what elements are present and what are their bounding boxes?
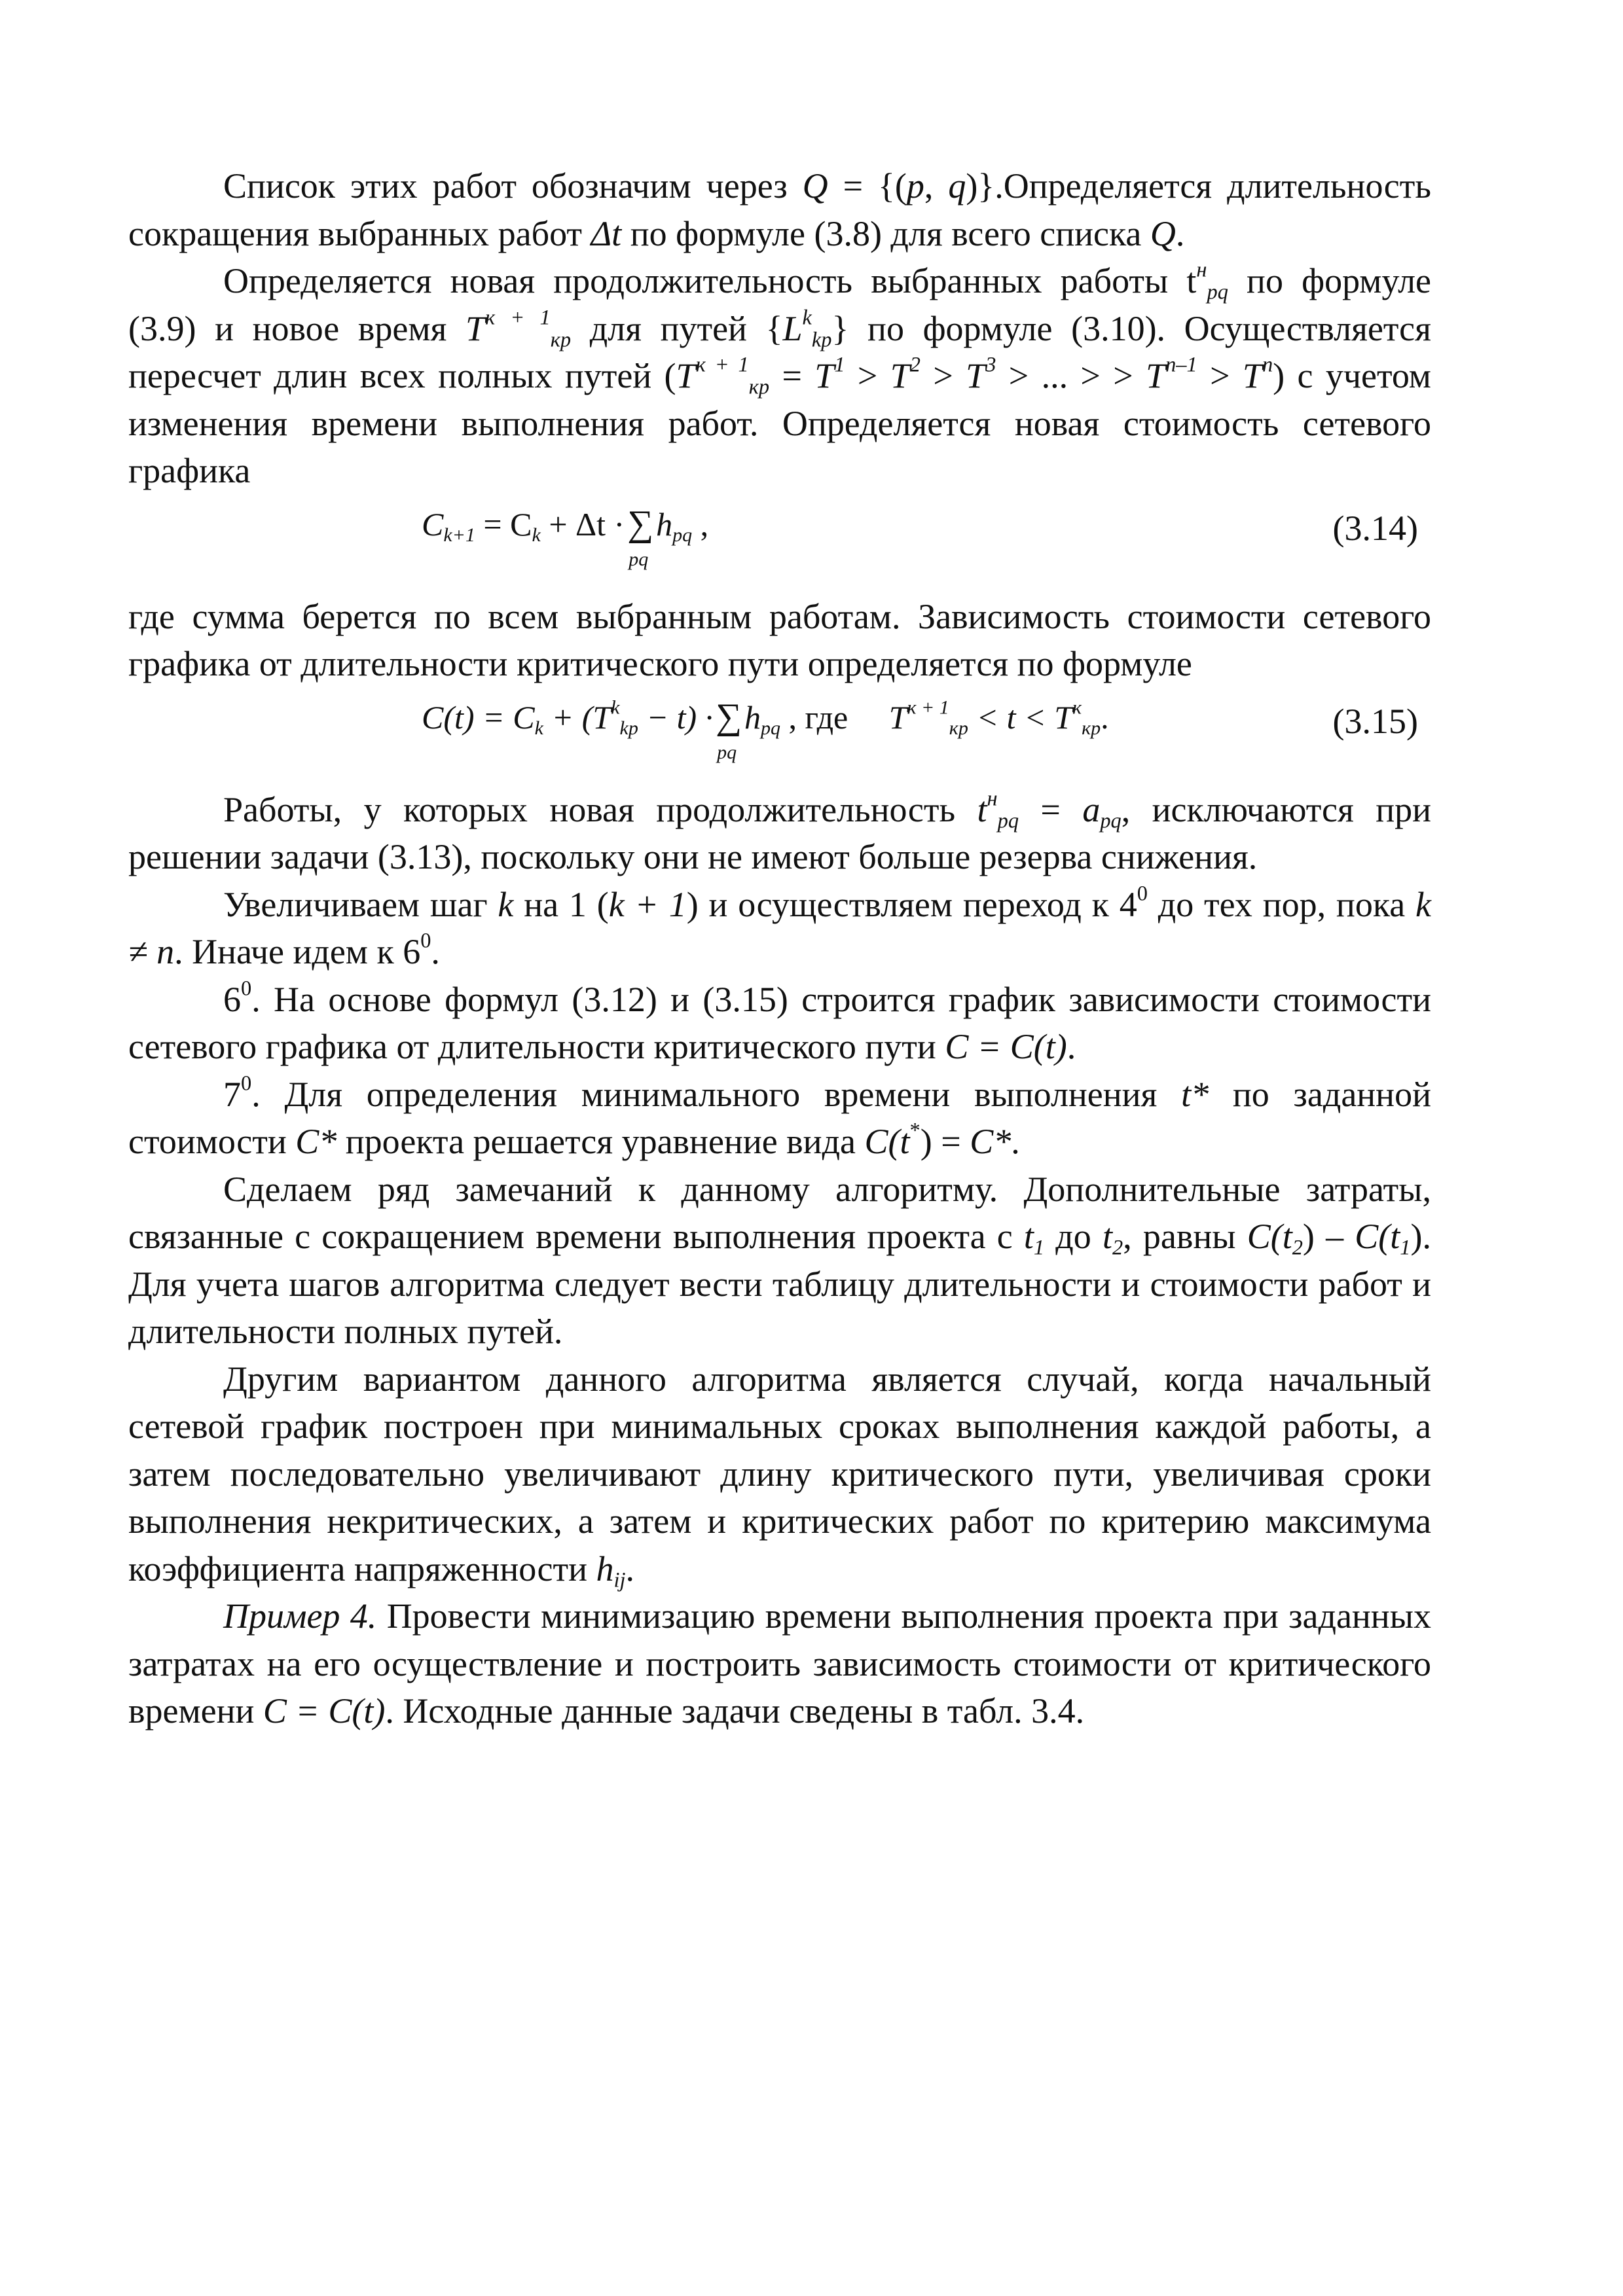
equation-3-14-formula: $C_{k+1} = C_k + \Delta t$ ·∑ pq $h_{pq}$ , [422,503,709,570]
paragraph-8: Сделаем ряд замечаний к данному алгоритму. Дополнительные затраты, связанные с сокращением времени выполнения проекта с $t_1$ до $t_2$, равны $C(t_2) - C(t_1)$. Для учета шагов алгоритма следует вести таблицу длительности и стоимости работ и длительности полных путей. [128,1169,1431,1351]
equation-3-15-formula: $C(t) = C_k + (T^k_{kp} - t)$ ·∑ pq $h_{pq}$ , где $T^{к + 1}_{кр} < t < T^к_{кр}$. [422,696,1109,763]
paragraph-2: Определяется новая продолжительность выбранных работы $t^н_{pq}$ по формуле (3.9) и новое время $T^{к + 1}_{кр}$ для путей $\{L^k_{kp}\}$ по формуле (3.10). Осуществляется пересчет длин всех полных путей ($T^{к + 1}_{кр} = T^1 > T^2 > T^3$ > ... > > $T^{n-1} > T^n$) с учетом изменения времени выполнения работ. Определяется новая стоимость сетевого графика [128,258,1431,490]
paragraph-6: $6^0$. На основе формул (3.12) и (3.15) строится график зависимости стоимости сетевого графика от длительности критического пути C = C(t). [128,977,1431,1066]
paragraph-3: где сумма берется по всем выбранным работам. Зависимость стоимости сетевого графика от длительности критического пути определяется по формуле [128,596,1431,683]
equation-number: (3.14) [1332,508,1418,548]
paragraph-7: $7^0$. Для определения минимального времени выполнения t* по заданной стоимости C* проекта решается уравнение вида C(t*) = C*. [128,1071,1431,1161]
paragraph-4: Работы, у которых новая продолжительность $t^н_{pq} = a_{pq}$, исключаются при решении задачи (3.13), поскольку они не имеют больше резерва снижения. [128,787,1431,876]
sum-symbol: ∑ pq [716,696,742,763]
document-page [128,162,1431,1735]
paragraph-1: Список этих работ обозначим через Q = {(p, q)}.Определяется длительность сокращения выбранных работ Δt по формуле (3.8) для всего списка Q. [128,166,1431,253]
paragraph-5: Увеличиваем шаг k на 1 (k + 1) и осуществляем переход к $4^0$ до тех пор, пока k ≠ n. Иначе идем к $6^0$. [128,882,1431,971]
example-label: Пример 4. [223,1596,377,1636]
equation-3-14 [128,495,1431,593]
paragraph-9: Другим вариантом данного алгоритма является случай, когда начальный сетевой график построен при минимальных сроках выполнения каждой работы, а затем последовательно увеличивают длину критического пути, увеличивая сроки выполнения некритических, а затем и критических работ по критерию максимума коэффициента напряженности $h_{ij}$. [128,1359,1431,1592]
sum-symbol: ∑ pq [627,503,654,570]
paragraph-10: Пример 4. Провести минимизацию времени выполнения проекта при заданных затратах на его осуществление и построить зависимость стоимости от критического времени C = C(t). Исходные данные задачи сведены в табл. 3.4. [128,1596,1431,1731]
equation-number: (3.15) [1332,701,1418,741]
equation-3-15 [128,688,1431,786]
